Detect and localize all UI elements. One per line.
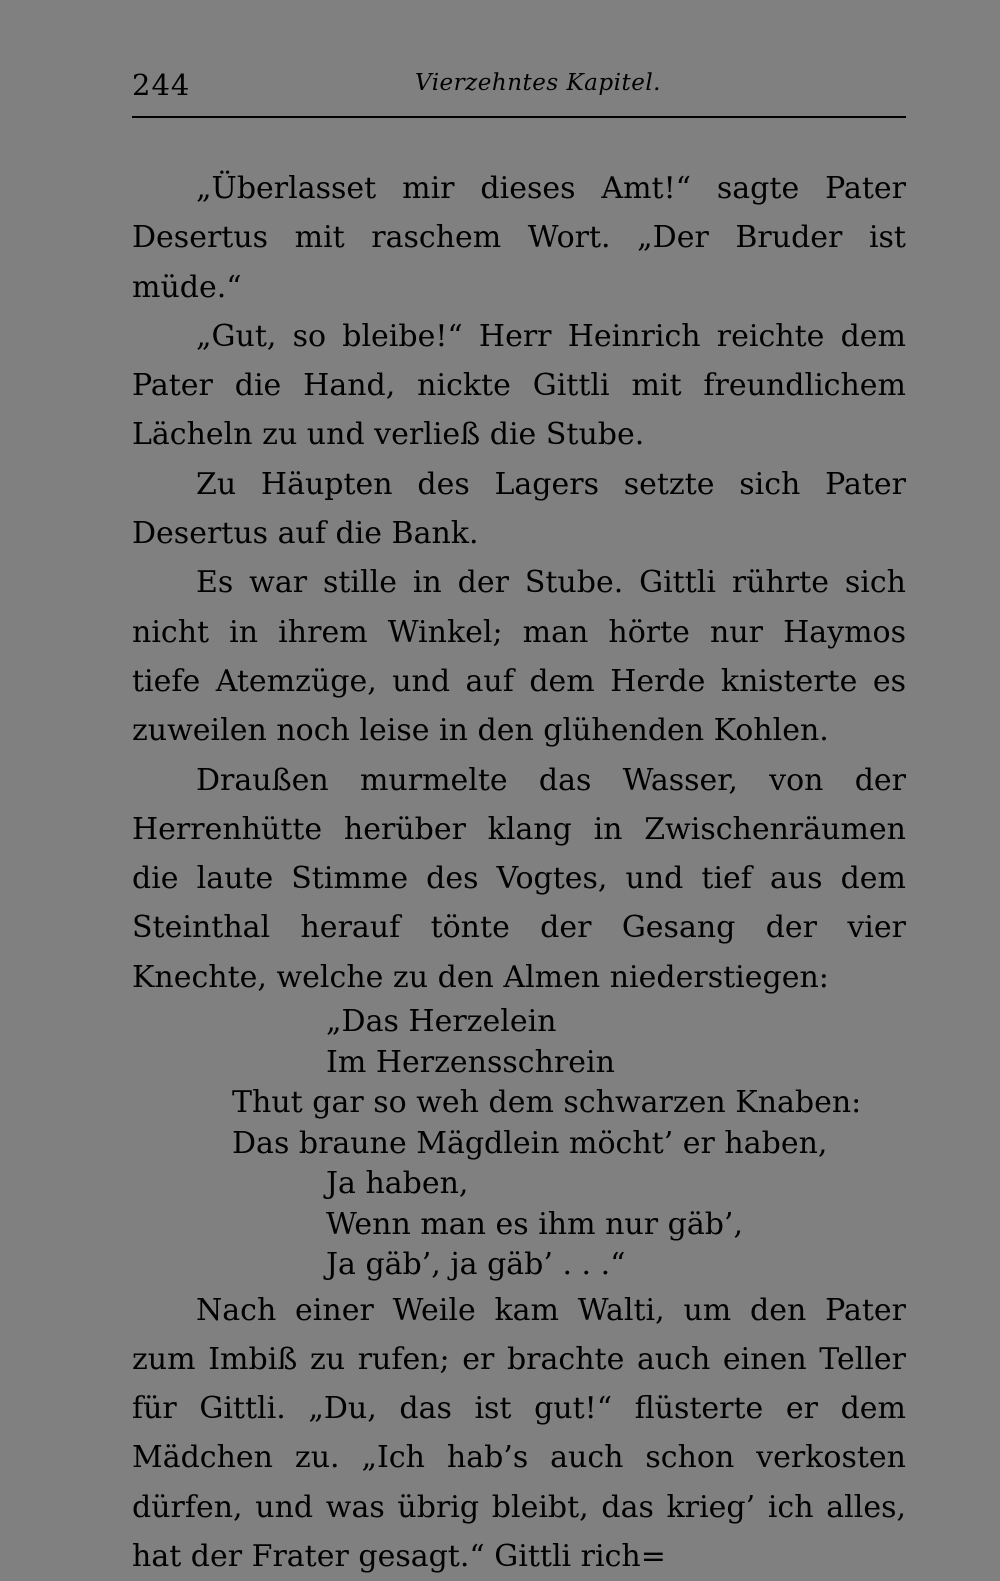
verse-line: Wenn man es ihm nur gäb’,	[326, 1206, 743, 1242]
verse-line: Thut gar so weh dem schwarzen Knaben:	[232, 1085, 862, 1121]
page-header	[132, 60, 906, 104]
running-title: Vierzehntes Kapitel.	[415, 70, 661, 96]
paragraph: „Gut, so bleibe!“ Herr Heinrich reichte dem Pater die Hand, nickte Gittli mit freundlichem Lächeln zu und verließ die Stube.	[132, 318, 906, 453]
verse-line: „Das Herzelein	[326, 1004, 557, 1040]
verse-line: Ja gäb’, ja gäb’ . . .“	[326, 1247, 626, 1283]
verse-line: Das braune Mägdlein möcht’ er haben,	[232, 1125, 828, 1161]
verse-line: Ja haben,	[326, 1166, 469, 1202]
page-number: 244	[132, 68, 191, 102]
verse-line: Im Herzensschrein	[326, 1044, 615, 1080]
body-text	[132, 164, 906, 1581]
paragraph: Nach einer Weile kam Walti, um den Pater zum Imbiß zu rufen; er brachte auch einen Teller für Gittli. „Du, das ist gut!“ flüsterte er dem Mädchen zu. „Ich hab’s auch schon verkosten dürfen, und was übrig bleibt, das krieg’ ich alles, hat der Frater gesagt.“ Gittli rich=	[132, 1292, 906, 1575]
book-page	[132, 60, 906, 1575]
header-rule	[132, 116, 906, 118]
song-verse	[132, 1002, 906, 1286]
paragraph: Zu Häupten des Lagers setzte sich Pater Desertus auf die Bank.	[132, 466, 906, 552]
paragraph: „Überlasset mir dieses Amt!“ sagte Pater Desertus mit raschem Wort. „Der Bruder ist müde.“	[132, 171, 906, 305]
paragraph: Draußen murmelte das Wasser, von der Herrenhütte herüber klang in Zwischenräumen die laute Stimme des Vogtes, und tief aus dem Steinthal herauf tönte der Gesang der vier Knechte, welche zu den Almen niederstiegen:	[132, 762, 906, 995]
paragraph: Es war stille in der Stube. Gittli rührte sich nicht in ihrem Winkel; man hörte nur Haymos tiefe Atemzüge, und auf dem Herde knisterte es zuweilen noch leise in den glühenden Kohlen.	[132, 565, 906, 749]
